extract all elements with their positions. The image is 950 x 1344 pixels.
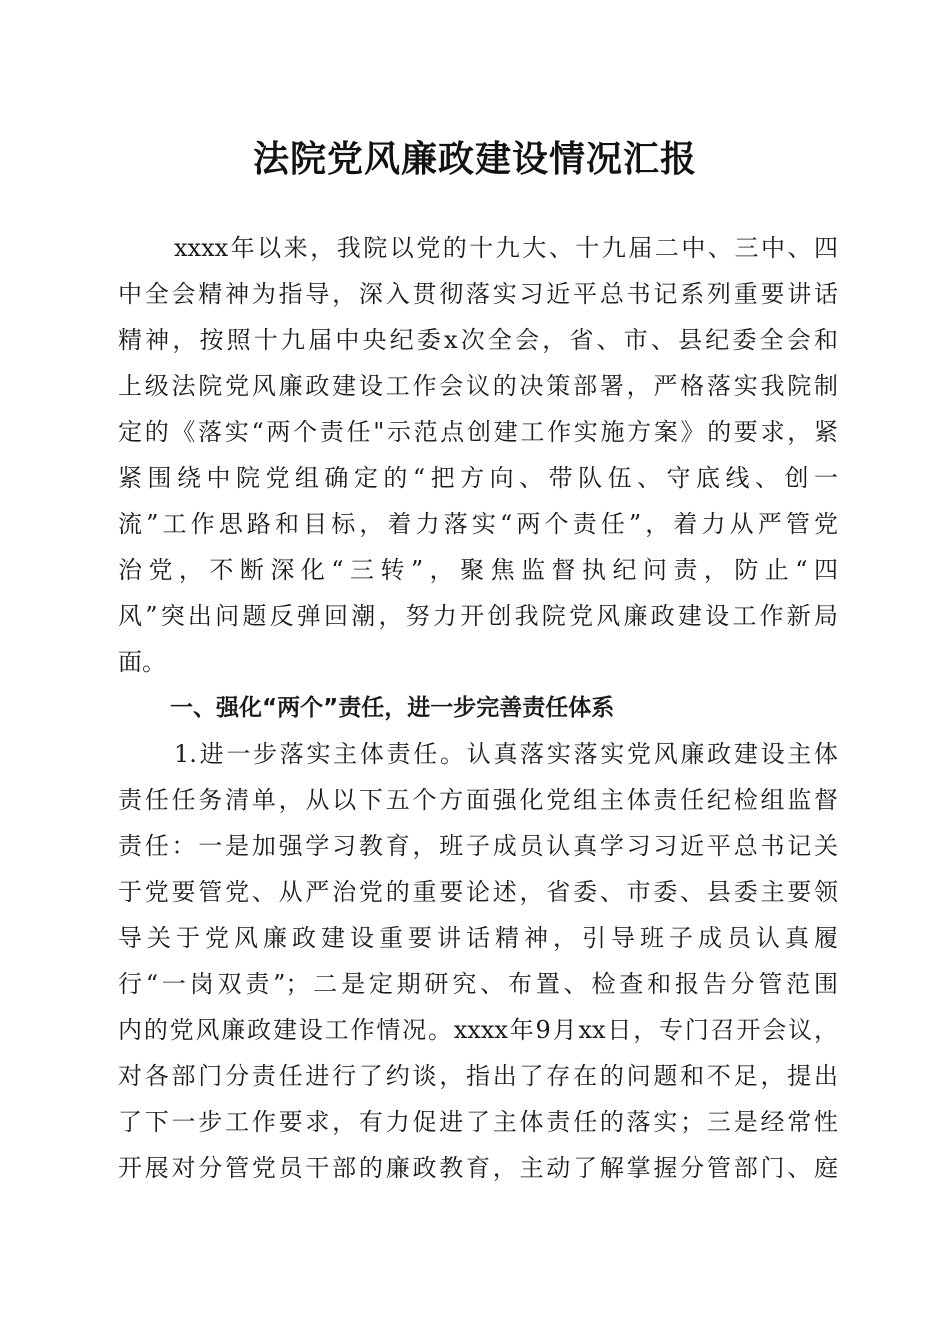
- intro-line: 风”突出问题反弹回潮，努力开创我院党风廉政建设工作新局: [118, 602, 838, 630]
- intro-line: 紧围绕中院党组确定的“把方向、带队伍、守底线、创一: [118, 464, 838, 492]
- section-line: 导关于党风廉政建设重要讲话精神，引导班子成员认真履: [118, 924, 838, 952]
- section-line: 责任：一是加强学习教育，班子成员认真学习习近平总书记关: [118, 832, 838, 860]
- section-line: 对各部门分责任进行了约谈，指出了存在的问题和不足，提出: [118, 1062, 838, 1090]
- intro-line: xxxx年以来，我院以党的十九大、十九届二中、三中、四: [174, 234, 838, 262]
- intro-line: 面。: [118, 648, 166, 676]
- intro-line: 定的《落实“两个责任"示范点创建工作实施方案》的要求，紧: [118, 418, 838, 446]
- section-heading: 一、强化“两个”责任，进一步完善责任体系: [170, 695, 615, 721]
- intro-line: 上级法院党风廉政建设工作会议的决策部署，严格落实我院制: [118, 372, 838, 400]
- section-line: 了下一步工作要求，有力促进了主体责任的落实；三是经常性: [118, 1108, 838, 1136]
- intro-line: 流”工作思路和目标，着力落实“两个责任”，着力从严管党: [118, 510, 838, 538]
- intro-line: 治党，不断深化“三转”，聚焦监督执纪问责，防止“四: [118, 556, 838, 584]
- intro-line: 中全会精神为指导，深入贯彻落实习近平总书记系列重要讲话: [118, 280, 838, 308]
- section-line: 内的党风廉政建设工作情况。xxxx年9月xx日，专门召开会议，: [118, 1016, 838, 1044]
- section-line: 行“一岗双责”；二是定期研究、布置、检查和报告分管范围: [118, 970, 838, 998]
- intro-line: 精神，按照十九届中央纪委x次全会，省、市、县纪委全会和: [118, 326, 838, 354]
- section-line: 1.进一步落实主体责任。认真落实落实党风廉政建设主体: [174, 740, 838, 768]
- section-line: 开展对分管党员干部的廉政教育，主动了解掌握分管部门、庭: [118, 1154, 838, 1182]
- section-line: 责任任务清单，从以下五个方面强化党组主体责任纪检组监督: [118, 786, 838, 814]
- document-title: 法院党风廉政建设情况汇报: [252, 138, 697, 180]
- section-line: 于党要管党、从严治党的重要论述，省委、市委、县委主要领: [118, 878, 838, 906]
- document-body: [118, 225, 838, 1191]
